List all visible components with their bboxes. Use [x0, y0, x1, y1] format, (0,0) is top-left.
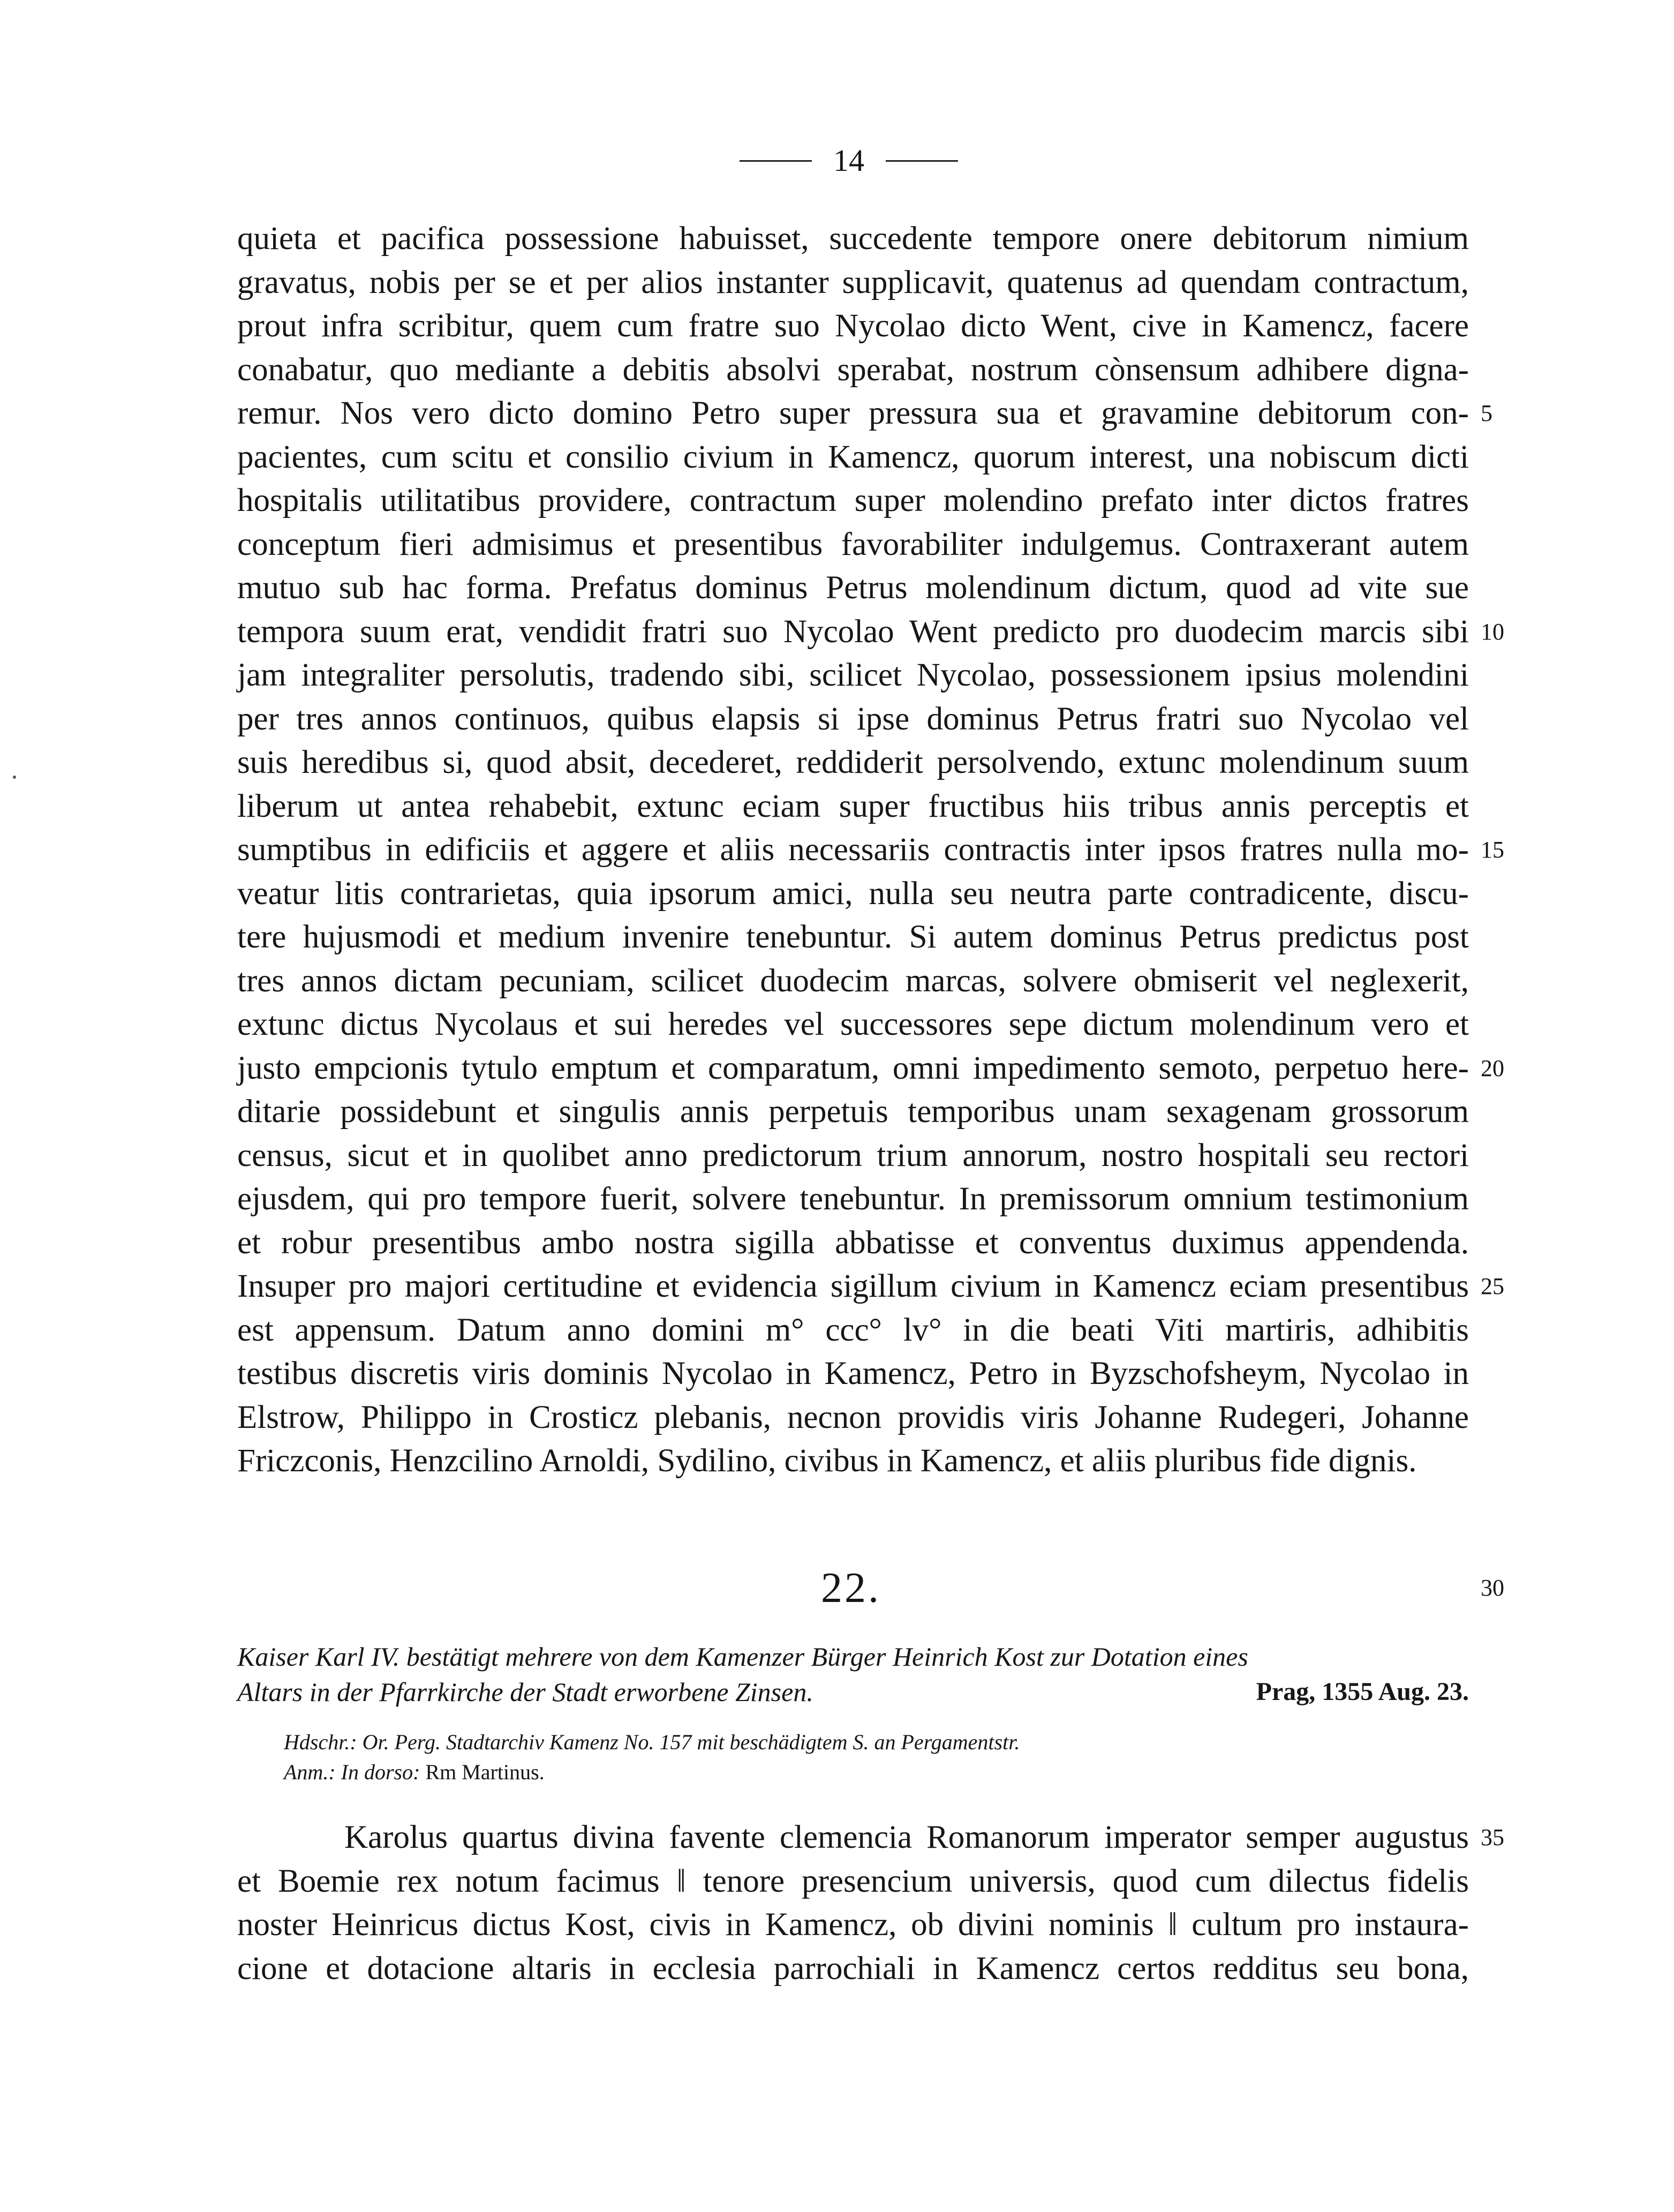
text-line-content: quieta et pacifica possessione habuisset, succedente tempore onere debitorum nimium — [237, 221, 1469, 257]
document-heading — [237, 1556, 1504, 1620]
text-line — [237, 1903, 1469, 1947]
text-line-content: mutuo sub hac forma. Prefatus dominus Petrus molendinum dictum, quod ad vite sue — [237, 570, 1469, 606]
line-number: 35 — [1481, 1824, 1504, 1850]
text-line — [237, 1352, 1469, 1396]
text-line — [237, 261, 1469, 305]
regest-line — [237, 1674, 1469, 1710]
annotation-prefix: Anm.: In dorso: — [284, 1760, 420, 1784]
text-line — [237, 785, 1469, 829]
text-line-content: extunc dictus Nycolaus et sui heredes vel successores sepe dictum molendinum vero et — [237, 1006, 1469, 1042]
text-line — [237, 566, 1469, 610]
annotation-text: Rm Martinus. — [425, 1760, 545, 1784]
text-line — [237, 1047, 1504, 1090]
text-line-content: hospitalis utilitatibus providere, contractum super molendino prefato inter dictos fratres — [237, 483, 1469, 518]
text-line — [237, 304, 1469, 348]
text-line — [237, 1439, 1469, 1483]
text-line-content: Karolus quartus divina favente clemencia Romanorum imperator semper augustus — [344, 1819, 1469, 1855]
margin-speck — [13, 776, 16, 779]
text-line-content: ejusdem, qui pro tempore fuerit, solvere tenebuntur. In premissorum omnium testimonium — [237, 1181, 1469, 1217]
text-line — [237, 915, 1469, 959]
text-line — [237, 1947, 1469, 1991]
regest-line-text: Altars in der Pfarrkirche der Stadt erworbene Zinsen. — [237, 1677, 813, 1707]
text-line-content: tres annos dictam pecuniam, scilicet duodecim marcas, solvere obmiserit vel neglexerit, — [237, 962, 1469, 999]
text-line — [237, 1090, 1469, 1134]
header-rule-right — [886, 160, 958, 162]
text-line-content: remur. Nos vero dicto domino Petro super pressura sua et gravamine debitorum con- — [237, 395, 1469, 431]
text-line-content: sumptibus in edificiis et aggere et aliis necessariis contractis inter ipsos fratres nulla mo- — [237, 832, 1469, 868]
text-line — [237, 435, 1469, 479]
line-number: 25 — [1481, 1273, 1504, 1299]
text-line-content: tempora suum erat, vendidit fratri suo Nycolao Went predicto pro duodecim marcis sibi — [237, 613, 1469, 650]
text-line-content: pacientes, cum scitu et consilio civium in Kamencz, quorum interest, una nobiscum dicti — [237, 439, 1469, 475]
text-line-content: veatur litis contrarietas, quia ipsorum amici, nulla seu neutra parte contradicente, discu- — [237, 875, 1469, 912]
text-line — [237, 1221, 1469, 1265]
text-line-content: et robur presentibus ambo nostra sigilla abbatisse et conventus duximus appendenda. — [237, 1224, 1469, 1261]
document-number: 22. — [821, 1564, 881, 1612]
page-number: 14 — [833, 143, 864, 178]
text-line — [237, 348, 1469, 392]
text-line-content: tere hujusmodi et medium invenire tenebuntur. Si autem dominus Petrus predictus post — [237, 919, 1469, 955]
regest — [237, 1639, 1469, 1710]
text-line-content: testibus discretis viris dominis Nycolao in Kamencz, Petro in Byzschofsheym, Nycolao in — [237, 1356, 1469, 1391]
text-line — [237, 610, 1504, 654]
text-line-content: conabatur, quo mediante a debitis absolvi sperabat, nostrum cònsensum adhibere digna- — [237, 351, 1469, 388]
text-line — [237, 1177, 1469, 1221]
line-number: 30 — [1481, 1575, 1504, 1601]
manuscript-note: Hdschr.: Or. Perg. Stadtarchiv Kamenz No. 157 mit beschädigtem S. an Pergamentstr. — [284, 1730, 1020, 1754]
text-line — [237, 1134, 1469, 1178]
text-line-content: liberum ut antea rehabebit, extunc eciam super fructibus hiis tribus annis perceptis et — [237, 788, 1469, 824]
line-number: 15 — [1481, 837, 1504, 863]
text-line-content: prout infra scribitur, quem cum fratre suo Nycolao dicto Went, cive in Kamencz, facere — [237, 308, 1469, 344]
text-line — [237, 1265, 1504, 1308]
text-line-content: Insuper pro majori certitudine et evidencia sigillum civium in Kamencz eciam presentibus — [237, 1268, 1469, 1304]
header-rule-left — [740, 160, 812, 162]
text-line — [237, 741, 1469, 785]
text-line-content: census, sicut et in quolibet anno predictorum trium annorum, nostro hospitali seu rectori — [237, 1137, 1469, 1173]
line-number: 10 — [1481, 618, 1504, 645]
text-line — [237, 697, 1469, 741]
text-line — [237, 1308, 1469, 1352]
text-line-content: Friczconis, Henzcilino Arnoldi, Sydilino, civibus in Kamencz, et aliis pluribus fide dignis. — [237, 1443, 1417, 1479]
text-line-content: noster Heinricus dictus Kost, civis in Kamencz, ob divini nominis ‖ cultum pro instaura- — [237, 1907, 1469, 1943]
text-line-content: cione et dotacione altaris in ecclesia parrochiali in Kamencz certos redditus seu bona, — [237, 1950, 1469, 1987]
text-line — [237, 392, 1492, 435]
text-line-content: et Boemie rex notum facimus ‖ tenore presencium universis, quod cum dilectus fidelis — [237, 1863, 1469, 1899]
text-line — [237, 872, 1469, 916]
text-line-content: jam integraliter persolutis, tradendo sibi, scilicet Nycolao, possessionem ipsius molendini — [237, 657, 1469, 693]
regest-date: Prag, 1355 Aug. 23. — [1256, 1677, 1469, 1706]
text-line-content: est appensum. Datum anno domini m° ccc° lv° in die beati Viti martiris, adhibitis — [237, 1312, 1469, 1348]
text-line — [237, 1003, 1469, 1047]
text-line — [237, 959, 1469, 1003]
text-line-content: gravatus, nobis per se et per alios instanter supplicavit, quatenus ad quendam contractum, — [237, 264, 1469, 300]
text-line — [237, 523, 1469, 567]
text-line — [237, 1816, 1504, 1860]
text-line-content: suis heredibus si, quod absit, decederet, reddiderit persolvendo, extunc molendinum suum — [237, 744, 1469, 780]
charter-text — [237, 1816, 1504, 1990]
text-line — [237, 828, 1504, 872]
text-line-content: Elstrow, Philippo in Crosticz plebanis, necnon providis viris Johanne Rudegeri, Johanne — [237, 1399, 1469, 1435]
line-number: 5 — [1481, 400, 1492, 426]
text-line-content: per tres annos continuos, quibus elapsis si ipse dominus Petrus fratri suo Nycolao vel — [237, 701, 1469, 737]
page-header — [715, 142, 983, 179]
body-text — [237, 217, 1504, 1483]
text-line — [237, 217, 1469, 261]
line-number: 20 — [1481, 1055, 1504, 1081]
source-notes — [284, 1727, 1408, 1787]
text-line-content: ditarie possidebunt et singulis annis perpetuis temporibus unam sexagenam grossorum — [237, 1094, 1469, 1130]
annotation-note — [284, 1757, 1408, 1787]
text-line — [237, 479, 1469, 523]
text-line — [237, 1860, 1469, 1903]
regest-line: Kaiser Karl IV. bestätigt mehrere von dem Kamenzer Bürger Heinrich Kost zur Dotation eines — [237, 1642, 1248, 1672]
text-line — [237, 1396, 1469, 1440]
text-line-content: justo empcionis tytulo emptum et comparatum, omni impedimento semoto, perpetuo here- — [237, 1050, 1469, 1086]
text-line — [237, 653, 1469, 697]
text-line-content: conceptum fieri admisimus et presentibus favorabiliter indulgemus. Contraxerant autem — [237, 526, 1469, 562]
